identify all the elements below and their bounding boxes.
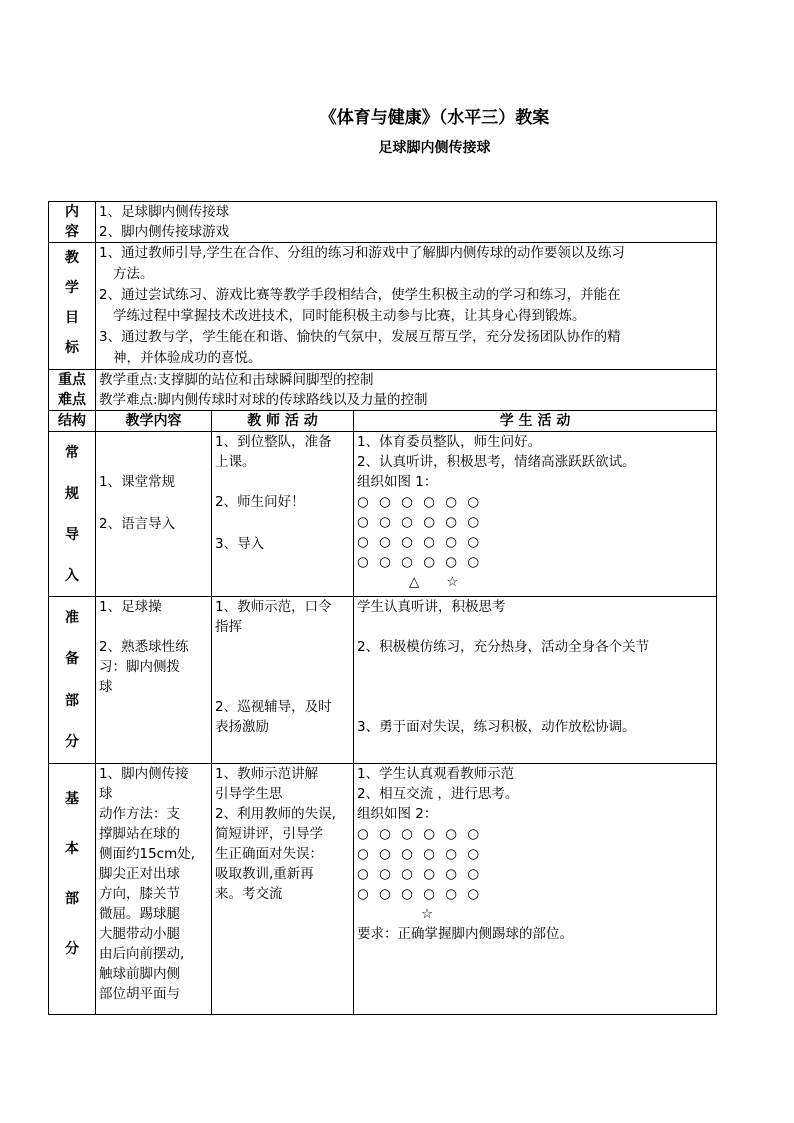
- section-prep-row: [49, 597, 717, 764]
- keypoints-row: [49, 370, 717, 411]
- formation-row: ○ ○ ○ ○ ○ ○: [357, 514, 483, 530]
- objective-1-line1: 1、通过教师引导,学生在合作、分组的练习和游戏中了解脚内侧传球的动作要领以及练习: [99, 245, 625, 261]
- content-item: 1、足球脚内侧传接球: [99, 204, 230, 220]
- formation-row: ○ ○ ○ ○ ○ ○: [357, 494, 483, 510]
- section-prep-label: 准 备 部 分: [49, 597, 96, 764]
- section-basic-student: 1、学生认真观看教师示范 2、相互交流 ，进行思考。 组织如图 2： ○ ○ ○ ○ ○ ○ ○ ○ ○ ○ ○ ○ ○ ○ ○ ○ ○ ○ ○ ○ ○ ○ ○ ○ ☆ 要求：正确掌握脚内侧踢球的部位。: [354, 764, 717, 1015]
- formation-row: ○ ○ ○ ○ ○ ○: [357, 826, 483, 842]
- section-prep-content: 1、足球操 2、熟悉球性练 习：脚内侧拨 球: [96, 597, 212, 764]
- section-basic-label: 基 本 部 分: [49, 764, 96, 1015]
- objective-1-line2: 方法。: [113, 266, 154, 282]
- key-point: 教学重点:支撑脚的站位和击球瞬间脚型的控制: [99, 372, 374, 388]
- formation-marker: ☆: [421, 906, 434, 922]
- objectives-items: [96, 243, 717, 370]
- keypoints-text: [96, 370, 717, 411]
- content-row: [49, 202, 717, 243]
- objective-2-line2: 学练过程中掌握技术改进技术，同时能积极主动参与比赛，让其身心得到锻炼。: [113, 308, 586, 324]
- objective-3-line1: 3、通过教与学，学生能在和谐、愉快的气氛中，发展互帮互学，充分发扬团队协作的精: [99, 329, 621, 345]
- section-basic-row: [49, 764, 717, 1015]
- table-header-row: [49, 411, 717, 432]
- section-basic-teacher: 1、教师示范讲解 引导学生思 2、利用教师的失误, 简短讲评，引导学 生正确面对失误： 吸取教训,重新再 来。考交流: [212, 764, 354, 1015]
- section-routine-row: [49, 432, 717, 597]
- header-teacher: 教 师 活 动: [212, 411, 354, 432]
- formation-row: ○ ○ ○ ○ ○ ○: [357, 866, 483, 882]
- content-label: 内 容: [49, 202, 96, 243]
- page-title: 《体育与健康》（水平三）教案: [319, 108, 550, 128]
- header-student: 学 生 活 动: [354, 411, 717, 432]
- formation-row: ○ ○ ○ ○ ○ ○: [357, 554, 483, 570]
- section-routine-student: 1、体育委员整队，师生问好。 2、认真听讲，积极思考，情绪高涨跃跃欲试。 组织如图 1： ○ ○ ○ ○ ○ ○ ○ ○ ○ ○ ○ ○ ○ ○ ○ ○ ○ ○ ○ ○ ○ ○ ○ ○ △ ☆: [354, 432, 717, 597]
- section-routine-content: 1、课堂常规 2、语言导入: [96, 432, 212, 597]
- formation-row: ○ ○ ○ ○ ○ ○: [357, 846, 483, 862]
- formation-row: ○ ○ ○ ○ ○ ○: [357, 886, 483, 902]
- page-subtitle: 足球脚内侧传接球: [378, 140, 491, 156]
- content-items: [96, 202, 717, 243]
- header-structure: 结构: [49, 411, 96, 432]
- section-basic-content: 1、脚内侧传接 球 动作方法：支 撑脚站在球的 侧面约15cm处, 脚尖正对出球 方向，膝关节 微屈。踢球腿 大腿带动小腿 由后向前摆动, 触球前脚内侧 部位胡平面与: [96, 764, 212, 1015]
- header-content: 教学内容: [96, 411, 212, 432]
- requirement-text: 要求：正确掌握脚内侧踢球的部位。: [357, 926, 573, 942]
- difficulty-point: 教学难点:脚内侧传球时对球的传球路线以及力量的控制: [99, 392, 428, 408]
- objectives-row: [49, 243, 717, 370]
- objectives-label: 教 学 目 标: [49, 243, 96, 370]
- section-prep-teacher: 1、教师示范，口令 指挥 2、巡视辅导，及时 表扬激励: [212, 597, 354, 764]
- section-routine-teacher: 1、到位整队，准备 上课。 2、师生问好！ 3、导入: [212, 432, 354, 597]
- objective-2-line1: 2、通过尝试练习、游戏比赛等教学手段相结合，使学生积极主动的学习和练习，并能在: [99, 287, 621, 303]
- formation-row: ○ ○ ○ ○ ○ ○: [357, 534, 483, 550]
- lesson-plan-table: [48, 201, 717, 1015]
- formation-markers: △ ☆: [409, 574, 459, 590]
- section-prep-student: 学生认真听讲，积极思考 2、积极模仿练习，充分热身，活动全身各个关节 3、勇于面对失误，练习积极，动作放松协调。: [354, 597, 717, 764]
- section-routine-label: 常 规 导 入: [49, 432, 96, 597]
- keypoints-label: 重点 难点: [49, 370, 96, 411]
- objective-3-line2: 神，并体验成功的喜悦。: [113, 350, 262, 366]
- content-item: 2、脚内侧传接球游戏: [99, 224, 230, 240]
